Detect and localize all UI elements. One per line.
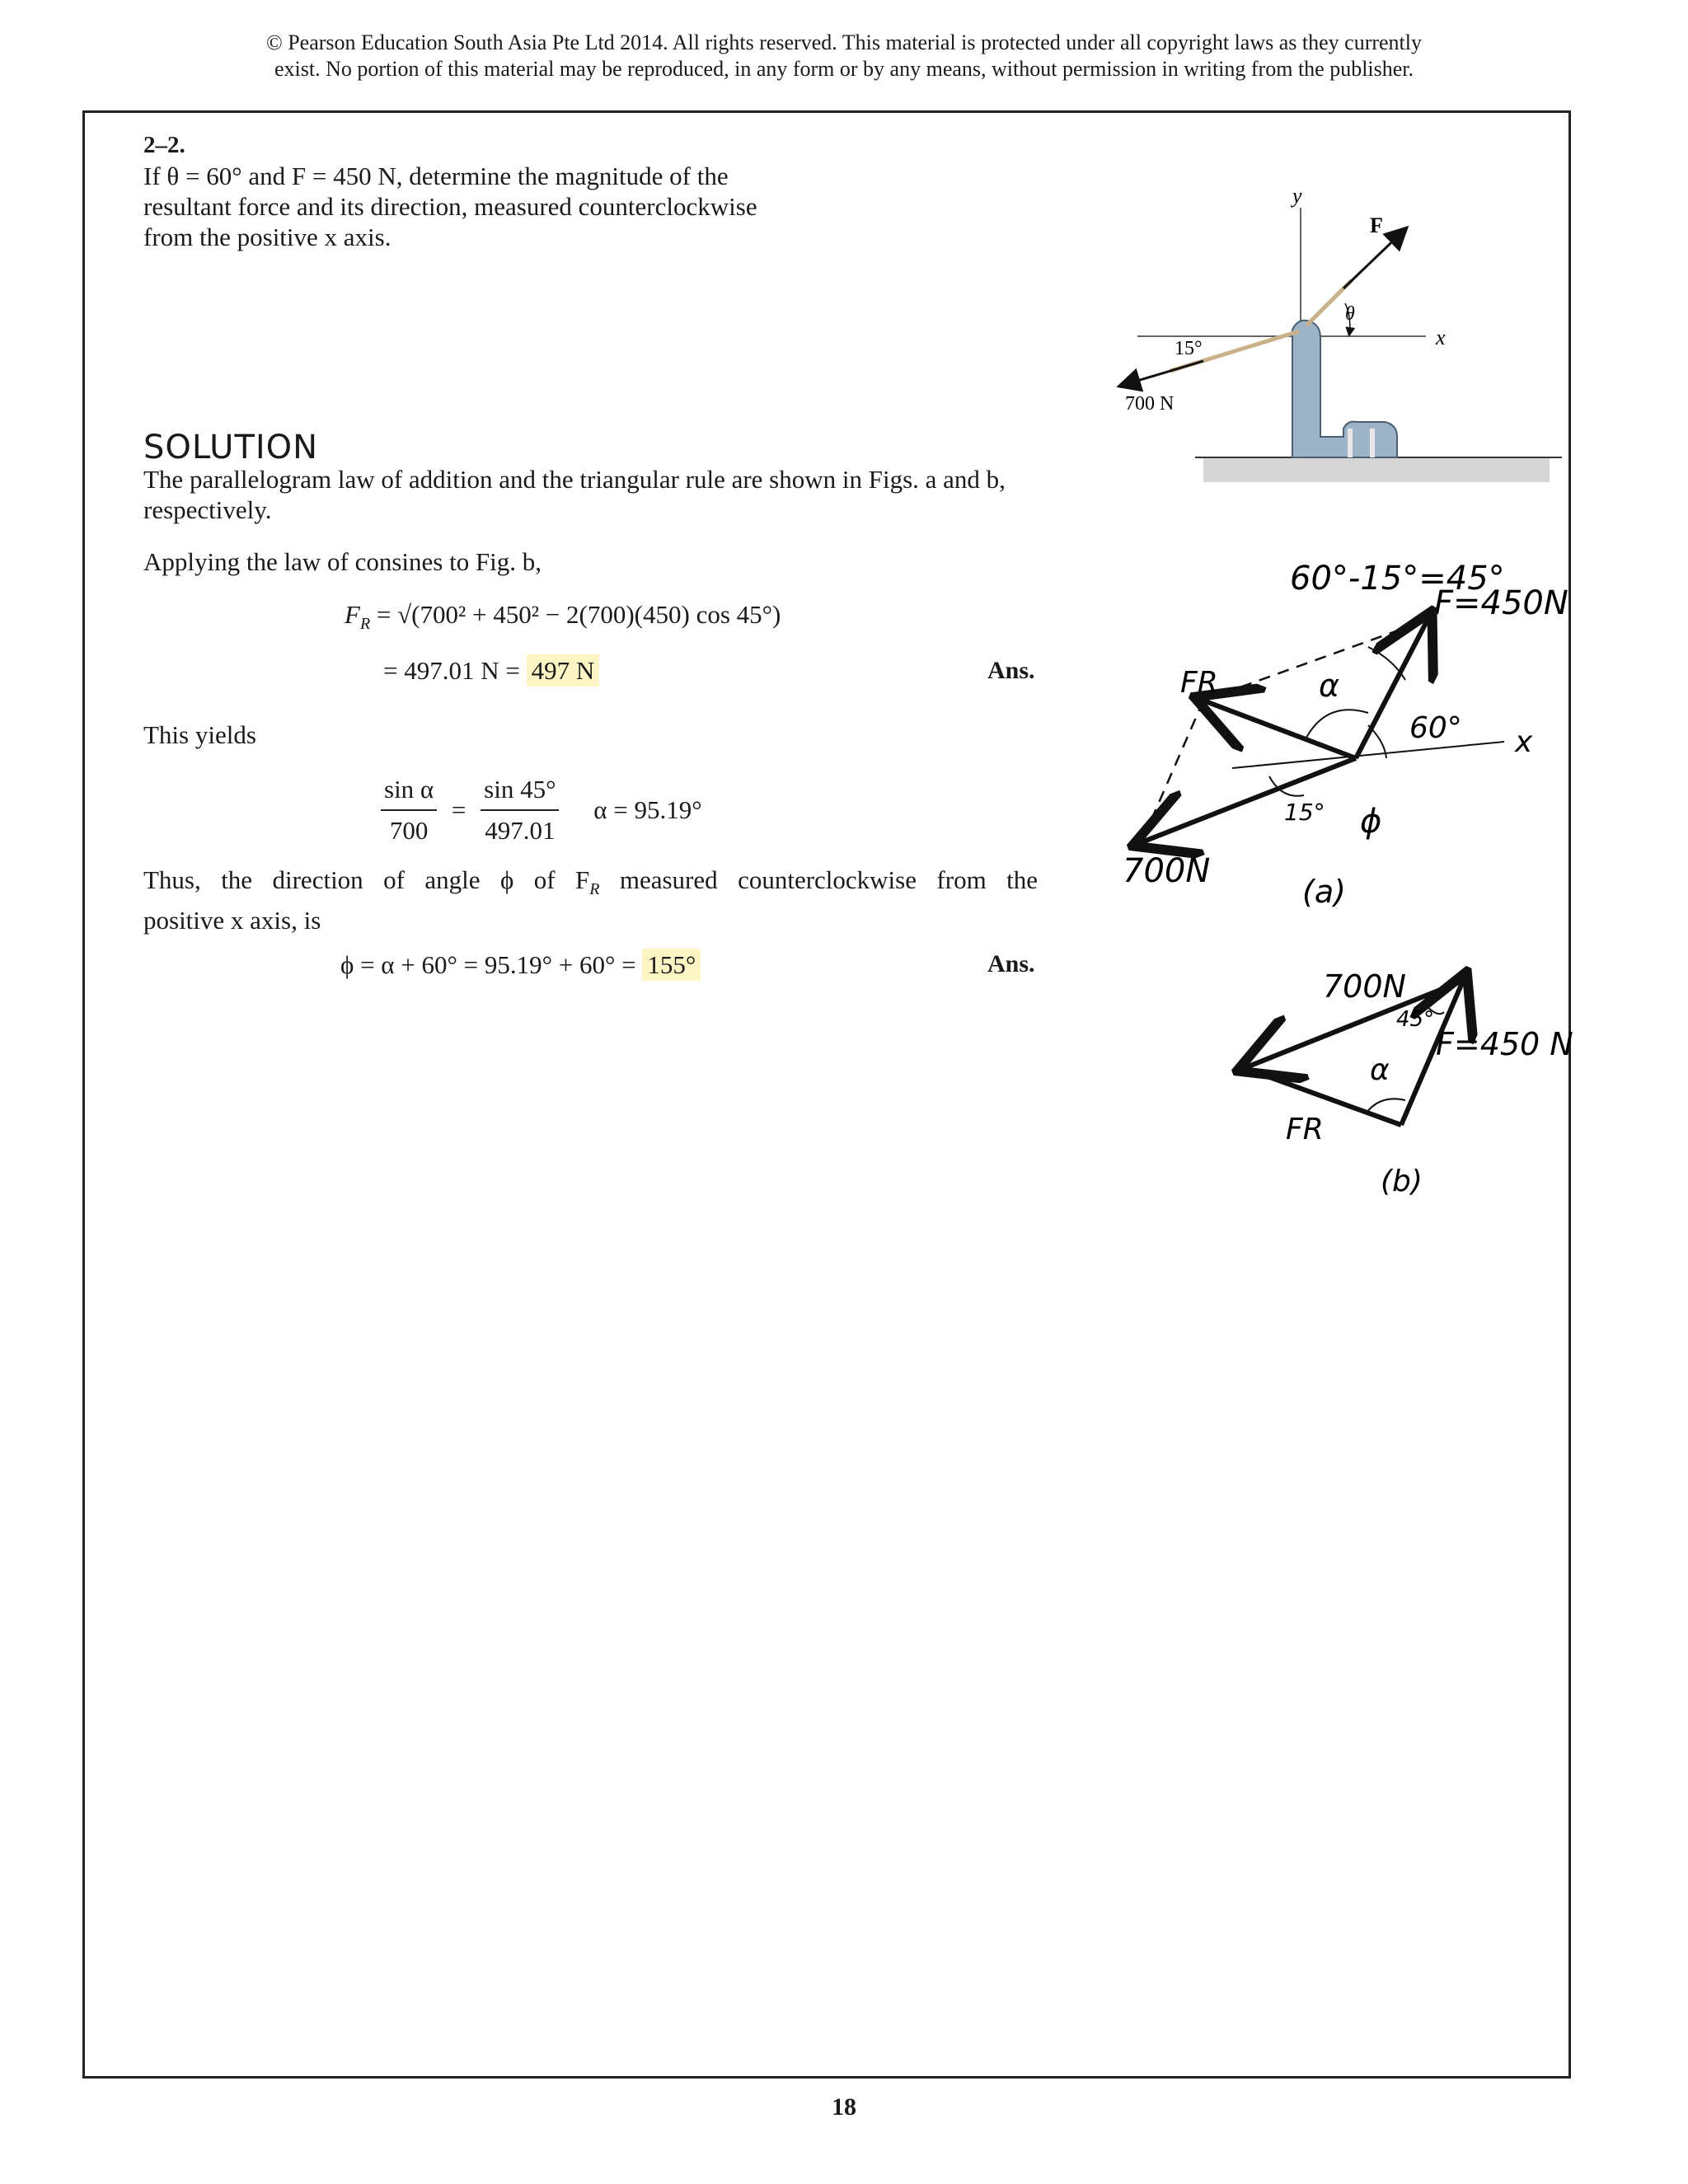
bracket-body <box>1292 321 1397 457</box>
problem-statement <box>143 161 803 252</box>
problem-line-1: If θ = 60° and F = 450 N, determine the magnitude of the <box>143 162 729 190</box>
answer-label-1: Ans. <box>987 657 1035 684</box>
figure-a <box>1121 536 1582 923</box>
force-arrow-700n <box>1121 361 1203 386</box>
theta-label: θ <box>1345 303 1355 325</box>
angle-15-label: 15° <box>1175 338 1203 359</box>
force-f-label: F <box>1370 213 1383 237</box>
sine-equals: = <box>451 795 467 824</box>
figure-a-alpha-label: α <box>1319 668 1340 704</box>
equation-phi-expr: ϕ = α + 60° = 95.19° + 60° = <box>340 950 636 979</box>
figure-a-fr-vector <box>1203 701 1356 758</box>
answer-direction: 155° <box>642 949 701 981</box>
equation-fr-lhs: F <box>345 600 360 629</box>
direction-text <box>143 865 1038 935</box>
sine-law-equation <box>381 775 702 846</box>
this-yields-text: This yields <box>143 720 256 749</box>
equation-fr-rhs: = √(700² + 450² − 2(700)(450) cos 45°) <box>376 600 781 629</box>
figure-a-alpha-arc <box>1306 710 1368 738</box>
copyright-line-1: © Pearson Education South Asia Pte Ltd 2014. All rights reserved. This material is protected under all copyright laws as they currently <box>265 30 1423 54</box>
copyright-line-2: exist. No portion of this material may be reproduced, in any form or by any means, without permission in writing from the publisher. <box>274 57 1414 81</box>
y-axis-label: y <box>1292 184 1302 208</box>
figure-b-f-label: F=450 N <box>1436 1026 1573 1062</box>
equation-phi <box>340 950 701 980</box>
direction-line-1: Thus, the direction of angle ϕ of $F_R$ measured counterclockwise from the <box>143 865 1038 899</box>
figure-a-15-label: 15° <box>1284 799 1325 826</box>
equation-fr-subscript: R <box>359 615 371 634</box>
figure-a-angle-note: 60°-15°=45° <box>1290 560 1505 598</box>
equation-fr <box>345 600 781 634</box>
figure-a-phi-label: ϕ <box>1360 803 1382 841</box>
figure-a-f-label: F=450N <box>1434 584 1568 622</box>
alpha-result: α = 95.19° <box>593 795 702 824</box>
solution-intro <box>143 464 1042 525</box>
sine-fraction-left: $\frac{\text{sin α}}{700}$ <box>381 775 437 846</box>
figure-b-45-label: 45° <box>1396 1007 1435 1032</box>
sine-fraction-right: $\frac{\sin 45^\circ}{497.01}$ <box>481 775 559 846</box>
figure-a-x-label: x <box>1515 725 1533 759</box>
x-axis-label: x <box>1436 326 1446 349</box>
figure-b-fr-label: FR <box>1286 1113 1324 1146</box>
solution-intro-line-1: The parallelogram law of addition and the triangular rule are shown in Figs. a and b, <box>143 465 1006 494</box>
figure-a-fr-label: FR <box>1180 666 1218 700</box>
force-arrow-f <box>1343 229 1405 288</box>
solution-intro-line-2: respectively. <box>143 495 272 524</box>
bolt-1 <box>1348 429 1353 457</box>
answer-magnitude: 497 N <box>527 654 600 687</box>
problem-line-2: resultant force and its direction, measured counterclockwise <box>143 192 757 221</box>
figure-b-alpha-arc <box>1367 1099 1405 1113</box>
problem-number: 2–2. <box>143 132 185 158</box>
figure-b-caption: (b) <box>1381 1165 1423 1198</box>
force-700n-label: 700 N <box>1125 393 1175 415</box>
equation-fr-value: = 497.01 N = <box>383 656 520 685</box>
page-number: 18 <box>832 2093 856 2121</box>
answer-label-2: Ans. <box>987 950 1035 977</box>
equation-fr-result <box>383 656 599 686</box>
figure-b <box>1220 956 1582 1212</box>
figure-b-alpha-label: α <box>1370 1053 1390 1087</box>
figure-a-x-axis <box>1232 742 1504 768</box>
figure-a-caption: (a) <box>1302 874 1346 910</box>
law-of-cosines-text: Applying the law of consines to Fig. b, <box>143 547 542 576</box>
direction-line-2: positive x axis, is <box>143 906 321 935</box>
figure-b-700n-label: 700N <box>1323 968 1406 1005</box>
problem-figure <box>1104 173 1574 503</box>
figure-a-700n-label: 700N <box>1123 852 1211 890</box>
figure-a-60-label: 60° <box>1409 711 1462 745</box>
bolt-2 <box>1370 429 1375 457</box>
problem-line-3: from the positive x axis. <box>143 223 392 251</box>
solution-heading: SOLUTION <box>143 429 319 466</box>
ground-hatch <box>1203 457 1550 482</box>
copyright-notice <box>0 30 1688 82</box>
